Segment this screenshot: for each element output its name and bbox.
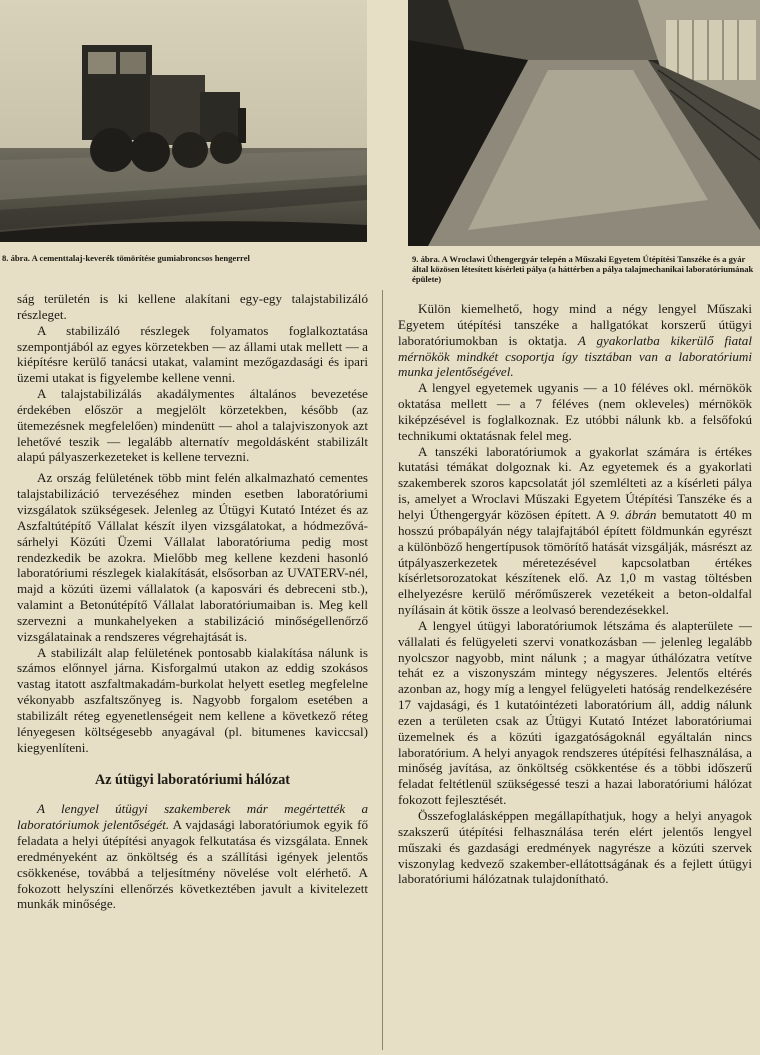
figure-9-caption-text: A Wroclawi Úthengergyár telepén a Műszaki Egyetem Útépítési Tanszéke és a gyár által közösen létesített kísérleti pálya (a háttérben a pálya talajmechanikai laboratóriumának épülete)	[412, 254, 754, 284]
right-column	[398, 301, 752, 887]
right-paragraph-1	[398, 301, 752, 380]
figure-8-photo	[0, 0, 367, 242]
column-divider	[382, 290, 383, 1050]
figure-8-caption-text: A cementtalaj-keverék tömörítése gumiabroncsos hengerrel	[31, 253, 250, 263]
right-paragraph-3-start: A tanszéki laboratóriumok a gyakorlat számára is értékes kutatási témákat dolgoznak ki. Az egyetemek és a gyakorlati szakemberek szoros kapcsolatát jól szemlélteti az a kísérleti pálya is, amelyet a Wroclavi Műszaki Egyetem Útépítési Tanszéke és a helyi Úthengergyár közösen épített. A	[398, 443, 752, 522]
left-paragraph-1: ság területén is ki kellene alakítani egy-egy talajstabilizáló részleget.	[17, 291, 368, 322]
right-paragraph-2: A lengyel egyetemek ugyanis — a 10 féléves okl. mérnökök oktatása mellett — a 7 féléves (nem okleveles) mérnökök kiképzésével is foglalkoznak. Ez utóbbi nálunk kb. a felsőfokú technikumi oktatásnak felel meg.	[398, 380, 752, 443]
figure-9-number: 9. ábra.	[412, 254, 440, 264]
left-column	[17, 291, 368, 912]
section-heading: Az útügyi laboratóriumi hálózat	[94, 772, 291, 789]
right-paragraph-4: A lengyel útügyi laboratóriumok létszáma és alapterülete — vállalati és felügyeleti szervi vonatkozásban — jelenleg legalább nyolcszor nagyobb, mint nálunk ; a magyar úthálózatra vetítve tehát ez a viszonyszám mintegy négyszeres. Jelentős eltérés azonban az, hogy míg a lengyel felügyeleti hatóság rendelkezésére 17 vajdasági, és 1 kutatóintézeti laboratórium áll, addig nálunk ezen a területen csak az Útügyi Kutató Intézet laboratóriumai üzemelnek és a közúti igazgatóságoknál egyáltalán nincs laboratórium. A helyi anyagok rendszeres útépítési felhasználása, a minőség javítása, az önköltség csökkentése és a többi időszerű feladat feltétlenül szükségessé teszi a hazai laboratóriumi hálózat fokozott fejlesztését.	[398, 617, 752, 808]
left-paragraph-6-italic: A lengyel útügyi szakemberek már megértették a laboratóriumok jelentőségét.	[17, 801, 368, 833]
right-paragraph-3	[398, 444, 752, 618]
figure-9-photo	[408, 0, 760, 246]
left-paragraph-4: Az ország felületének több mint felén alkalmazható cementes talajstabilizáció tervezéséhez minden esetben laboratóriumi vizsgálatok szükségesek. Jelenleg az Útügyi Kutató Intézet és az Aszfaltútépítő Vállalat készít ilyen vizsgálatokat, a hódmezővásárhelyi Közúti Üzemi Vállalat laboratóriuma pedig most rendezkedik be azokra. Mielőbb meg kellene kezdeni hasonló laboratóriumi részlegek kialakítását, elsősorban az UVATERV-nél, majd a közúti üzemi vállalatok (a kaposvári és debreceni stb.), valamint a Betonútépítő Vállalat laboratóriumaiban is. Meg kell szervezni a munkahelyeken a stabilizáció minőségellenőrző vizsgálatainak a rendszeres végrehajtását is.	[17, 470, 368, 644]
left-paragraph-5: A stabilizált alap felületének pontosabb kialakítása nálunk is számos előnnyel járna. Kisforgalmú utakon az eddig szokásos vastag itatott aszfaltmakadám-burkolat helyett esetleg megfelelne vékonyabb aszfaltszőnyeg is. Nagyobb forgalom esetében a stabilizált réteg egyenetlenségeit nem kellene a következő réteg lényegesen költségesebb anyagával (pl. bitumenes kaviccsal) kiegyenlíteni.	[17, 644, 368, 755]
left-paragraph-6	[17, 801, 368, 912]
right-paragraph-1-start: Külön kiemelhető, hogy mind a négy lengyel Műszaki Egyetem útépítési tanszéke a hallgatókat korszerű útügyi laboratóriumokban is oktatja.	[398, 301, 752, 348]
left-paragraph-2: A stabilizáló részlegek folyamatos foglalkoztatása szempontjából az egyes körzetekben — az állami utak mellett — a kiépítésre kerülő tanácsi utakat, valamint mezőgazdasági és ipari üzemi utakat is figyelembe kellene venni.	[17, 322, 368, 386]
figure-8-caption	[2, 253, 367, 263]
figure-9-caption	[412, 254, 758, 284]
right-paragraph-3-italic: 9. ábrán	[609, 506, 657, 522]
right-paragraph-5: Összefoglalásképpen megállapíthatjuk, hogy a helyi anyagok szakszerű útépítési felhasználása terén elért jelentős lengyel műszaki és gazdasági eredmények nagyrésze a közúti szervek viszonylag kedvező szakember-ellátottságának és a fejlett útügyi laboratóriumi hálózatnak tulajdonítható.	[398, 808, 752, 887]
right-paragraph-1-italic: A gyakorlatba kikerülő fiatal mérnökök mindkét csoportja így tisztában van a laboratóriumi munka jelentőségével.	[398, 332, 752, 380]
right-paragraph-3-end: bemutatott 40 m hosszú próbapályán négy talajfajtából épített földmunkán egyrészt a különböző hengertípusok tömörítő hatását vizsgálják, másrészt az útpályaszerkezetek méretezésével kapcsolatban értékes kísérletsorozatokat készítenek elő. Az 1,0 m vastag töltésben elhelyezésre kerülő mérőműszerek vezetékeit a beton-oldalfal nyílásain át kötik össze a leolvasó berendezésekkel.	[398, 506, 752, 618]
left-paragraph-6-rest: A vajdasági laboratóriumok egyik fő feladata a helyi útépítési anyagok felkutatása és vizsgálata. Ennek eredményeként az önköltség és a szállítási igények jelentős csökkenése, továbbá a teljesítmény növelése volt elérhető. A fokozott helyszíni ellenőrzés következtében javult a kivitelezett munkák minősége.	[17, 817, 368, 912]
figure-8-number: 8. ábra.	[2, 253, 30, 263]
left-paragraph-3: A talajstabilizálás akadálymentes általános bevezetése érdekében először a megjelölt körzetekben, később (az ütemezésnek megfelelően) mindenütt — ahol a talajviszonyok azt lehetővé teszik — legalább alternatív megoldásként stabilizált alapú pályaszerkezeteket is kellene tervezni.	[17, 386, 368, 465]
